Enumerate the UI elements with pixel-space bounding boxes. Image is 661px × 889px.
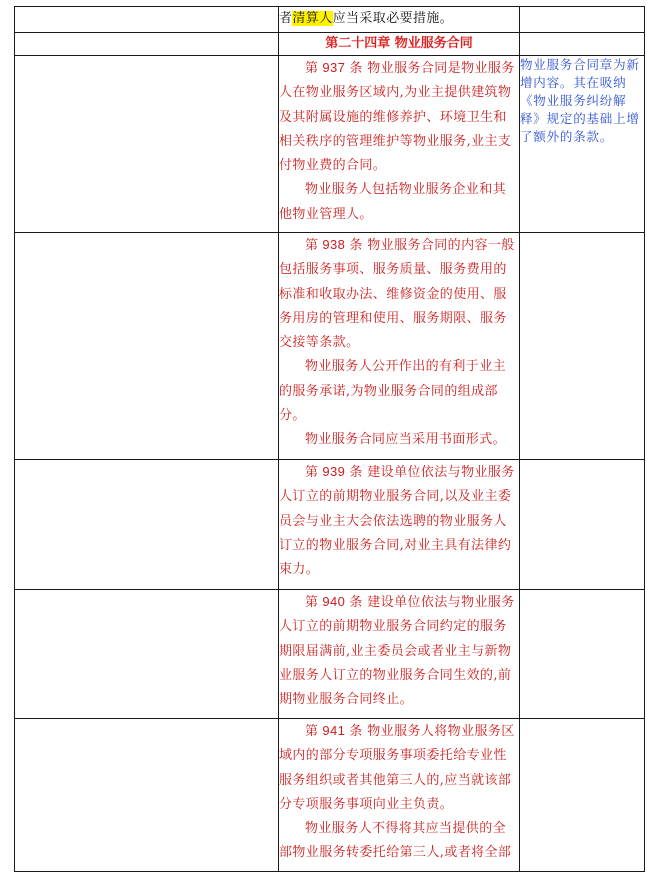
- article-paragraph: 第 940 条 建设单位依法与物业服务人订立的前期物业服务合同约定的服务期限届满前,业主委员会或者业主与新物业服务人订立的物业服务合同生效的,前期物业服务合同终止。: [279, 594, 515, 708]
- table-row: [15, 590, 645, 719]
- annotation-note: 物业服务合同章为新增内容。其在吸纳《物业服务纠纷解释》规定的基础上增了额外的条款。: [520, 56, 645, 233]
- continuation-text: 者清算人应当采取必要措施。: [279, 11, 454, 26]
- article-cell: [279, 460, 520, 590]
- article-cell: [279, 590, 520, 719]
- chapter-title: 第二十四章 物业服务合同: [279, 33, 520, 56]
- old-text-cell: [15, 33, 279, 56]
- table-row: [15, 719, 645, 872]
- article-paragraph: 物业服务人不得将其应当提供的全部物业服务转委托给第三人,或者将全部: [279, 821, 512, 861]
- article-cell: [279, 719, 520, 872]
- old-text-cell: [15, 7, 279, 33]
- article-paragraph: 第 939 条 建设单位依法与物业服务人订立的前期物业服务合同,以及业主委员会与业主大会依法选聘的物业服务人订立的物业服务合同,对业主具有法律约束力。: [279, 464, 515, 578]
- comparison-table: [14, 6, 645, 872]
- old-text-cell: [15, 460, 279, 590]
- article-number: 第 938 条: [305, 237, 363, 252]
- article-number: 第 939 条: [305, 464, 363, 479]
- old-text-cell: [15, 233, 279, 460]
- table-row: [15, 233, 645, 460]
- article-paragraph: 第 941 条 物业服务人将物业服务区域内的部分专项服务事项委托给专业性服务组织或者其他第三人的,应当就该部分专项服务事项向业主负责。: [279, 723, 515, 812]
- article-cell: [279, 56, 520, 233]
- table-row: [15, 33, 645, 56]
- old-text-cell: [15, 590, 279, 719]
- table-row: [15, 56, 645, 233]
- note-cell: [520, 7, 645, 33]
- table-row: [15, 7, 645, 33]
- article-paragraph: 物业服务人包括物业服务企业和其他物业管理人。: [279, 182, 507, 222]
- note-cell: [520, 590, 645, 719]
- old-text-cell: [15, 56, 279, 233]
- highlighted-term: 清算人: [292, 11, 333, 26]
- article-number: 第 937 条: [305, 60, 363, 75]
- article-paragraph: 第 938 条 物业服务合同的内容一般包括服务事项、服务质量、服务费用的标准和收取办法、维修资金的使用、服务用房的管理和使用、服务期限、服务交接等条款。: [279, 237, 515, 351]
- article-cell: [279, 233, 520, 460]
- table-row: [15, 460, 645, 590]
- note-cell: [520, 33, 645, 56]
- article-number: 第 940 条: [305, 594, 363, 609]
- article-number: 第 941 条: [305, 723, 363, 738]
- article-paragraph: 第 937 条 物业服务合同是物业服务人在物业服务区域内,为业主提供建筑物及其附属设施的维修养护、环境卫生和相关秩序的管理维护等物业服务,业主支付物业费的合同。: [279, 60, 515, 174]
- article-paragraph: 物业服务人公开作出的有利于业主的服务承诺,为物业服务合同的组成部分。: [279, 359, 507, 424]
- new-text-cell: [279, 7, 520, 33]
- note-cell: [520, 233, 645, 460]
- old-text-cell: [15, 719, 279, 872]
- note-cell: [520, 719, 645, 872]
- note-cell: [520, 460, 645, 590]
- article-paragraph: 物业服务合同应当采用书面形式。: [305, 432, 507, 448]
